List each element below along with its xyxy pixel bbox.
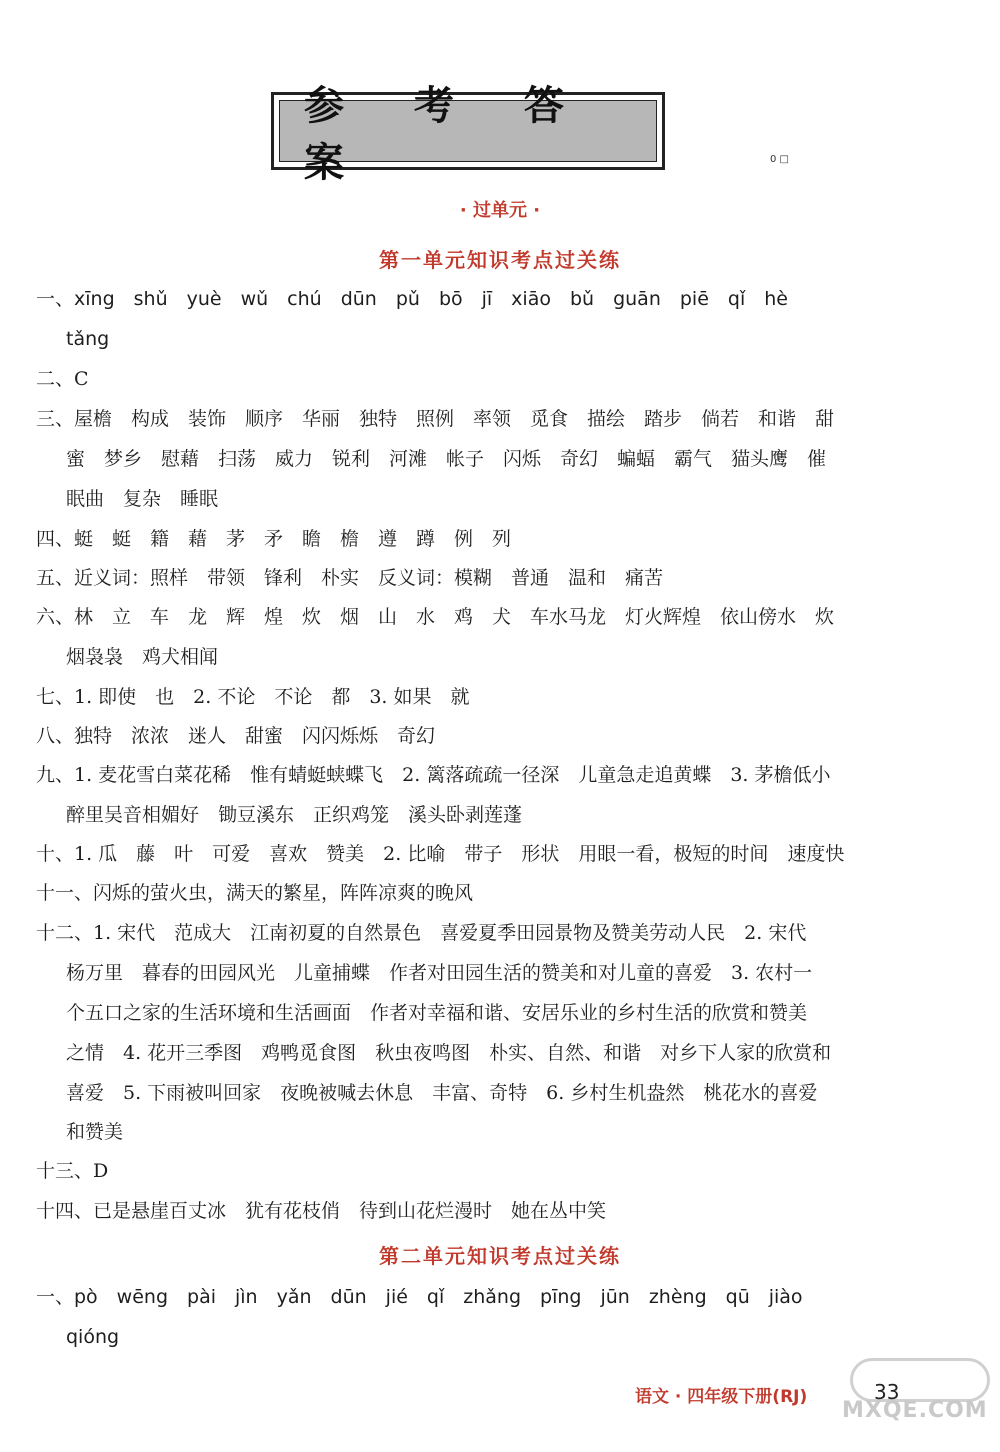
answer-line: 十三、D — [36, 1160, 109, 1182]
answer-line: 杨万里 暮春的田园风光 儿童捕蝶 作者对田园生活的赞美和对儿童的喜爱 3. 农村一 — [66, 962, 813, 984]
answer-line: 喜爱 5. 下雨被叫回家 夜晚被喊去休息 丰富、奇特 6. 乡村生机盎然 桃花水的喜爱 — [66, 1082, 818, 1104]
answer-line: 眠曲 复杂 睡眠 — [66, 488, 219, 510]
answer-line: qióng — [66, 1326, 120, 1348]
title-box — [271, 83, 665, 186]
answer-line: 蜜 梦乡 慰藉 扫荡 威力 锐利 河滩 帐子 闪烁 奇幻 蝙蝠 霸气 猫头鹰 催 — [66, 448, 827, 470]
answer-line: 一、xīng shǔ yuè wǔ chú dūn pǔ bō jī xiāo bǔ guān piē qǐ hè — [36, 288, 788, 310]
answer-line: 二、C — [36, 368, 89, 390]
section-label: · 过单元 · — [459, 200, 541, 221]
answer-line: 七、1. 即使 也 2. 不论 不论 都 3. 如果 就 — [36, 686, 470, 708]
answer-line: tǎng — [66, 328, 110, 350]
answer-line: 醉里吴音相媚好 锄豆溪东 正织鸡笼 溪头卧剥莲蓬 — [66, 804, 523, 826]
watermark-text: MXQE.COM — [842, 1398, 988, 1423]
page-number: 33 — [874, 1380, 900, 1404]
answer-line: 个五口之家的生活环境和生活画面 作者对幸福和谐、安居乐业的乡村生活的欣赏和赞美 — [66, 1002, 808, 1024]
corner-mark: 0 □ — [770, 154, 789, 165]
answer-line: 五、近义词：照样 带领 锋利 朴实 反义词：模糊 普通 温和 痛苦 — [36, 567, 664, 589]
answer-line: 十四、已是悬崖百丈冰 犹有花枝俏 待到山花烂漫时 她在丛中笑 — [36, 1200, 607, 1222]
answer-line: 十二、1. 宋代 范成大 江南初夏的自然景色 喜爱夏季田园景物及赞美劳动人民 2. 宋代 — [36, 922, 807, 944]
answer-line: 十一、闪烁的萤火虫，满天的繁星，阵阵凉爽的晚风 — [36, 882, 474, 904]
answer-line: 四、蜓 蜓 籍 藉 茅 矛 瞻 檐 遵 蹲 例 列 — [36, 528, 512, 550]
unit1-heading: 第一单元知识考点过关练 — [379, 248, 621, 272]
answer-line: 一、pò wēng pài jìn yǎn dūn jié qǐ zhǎng pīng jūn zhèng qū jiào — [36, 1286, 803, 1308]
answer-line: 九、1. 麦花雪白菜花稀 惟有蜻蜓蛱蝶飞 2. 篱落疏疏一径深 儿童急走追黄蝶 3. 茅檐低小 — [36, 764, 831, 786]
answer-line: 烟袅袅 鸡犬相闻 — [66, 646, 219, 668]
page-title: 参 考 答 案 — [304, 83, 592, 186]
answer-line: 三、屋檐 构成 装饰 顺序 华丽 独特 照例 率领 觅食 描绘 踏步 倘若 和谐 甜 — [36, 408, 835, 430]
answer-line: 之情 4. 花开三季图 鸡鸭觅食图 秋虫夜鸣图 朴实、自然、和谐 对乡下人家的欣赏和 — [66, 1042, 832, 1064]
watermark-outline — [850, 1358, 990, 1402]
title-inner — [279, 83, 657, 186]
answer-line: 八、独特 浓浓 迷人 甜蜜 闪闪烁烁 奇幻 — [36, 725, 436, 747]
footer-subject: 语文 · 四年级下册(RJ) — [635, 1387, 808, 1407]
answer-line: 六、林 立 车 龙 辉 煌 炊 烟 山 水 鸡 犬 车水马龙 灯火辉煌 依山傍水 炊 — [36, 606, 835, 628]
unit2-heading: 第二单元知识考点过关练 — [379, 1244, 621, 1268]
answer-line: 十、1. 瓜 藤 叶 可爱 喜欢 赞美 2. 比喻 带子 形状 用眼一看，极短的时间 速度快 — [36, 843, 845, 865]
answer-line: 和赞美 — [66, 1121, 124, 1143]
